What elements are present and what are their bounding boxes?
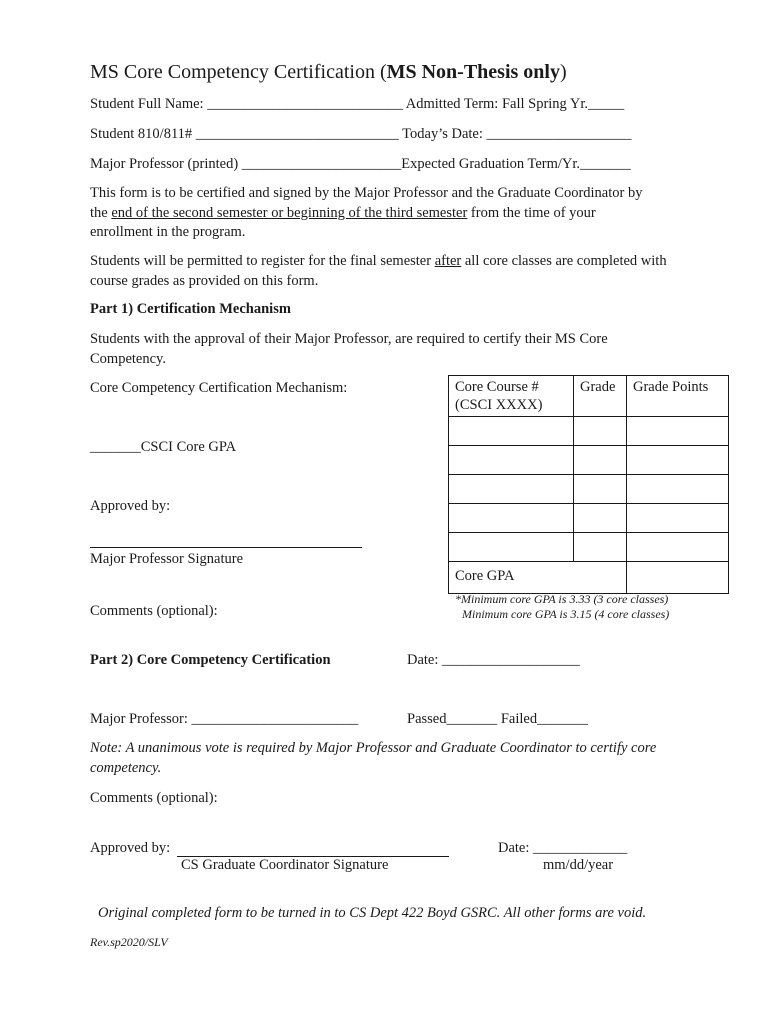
core-course-table [448, 375, 729, 594]
grade-points-cell[interactable] [627, 446, 729, 475]
part1-text: Students with the approval of their Major Professor, are required to certify their MS Core Competency. [90, 331, 608, 367]
course-cell[interactable] [449, 417, 574, 446]
grade-cell[interactable] [574, 475, 627, 504]
grade-points-cell[interactable] [627, 504, 729, 533]
course-cell[interactable] [449, 475, 574, 504]
part2-major-professor-field[interactable]: Major Professor: _______________________ [90, 711, 359, 727]
table-row [449, 475, 729, 504]
part2-approved-by-label: Approved by: [90, 840, 171, 856]
part1-comments-label: Comments (optional): [90, 603, 218, 619]
grade-cell[interactable] [574, 446, 627, 475]
page-title: MS Core Competency Certification (MS Non-Thesis only) [90, 61, 567, 83]
grade-cell[interactable] [574, 504, 627, 533]
student-name-term-field[interactable]: Student Full Name: ___________________________ Admitted Term: Fall Spring Yr._____ [90, 96, 625, 112]
passed-failed-field[interactable]: Passed_______ Failed_______ [407, 711, 588, 727]
table-row [449, 446, 729, 475]
table-row [449, 417, 729, 446]
grade-points-cell[interactable] [627, 475, 729, 504]
unanimous-vote-note: Note: A unanimous vote is required by Major Professor and Graduate Coordinator to certify core competency. [90, 740, 657, 776]
major-professor-signature-label: Major Professor Signature [90, 551, 244, 567]
min-gpa-note-4: Minimum core GPA is 3.15 (4 core classes) [462, 607, 670, 621]
date-format-label: mm/dd/year [543, 857, 614, 873]
table-header-row [449, 376, 729, 417]
core-gpa-value-cell[interactable] [627, 562, 729, 594]
part2-date-field[interactable]: Date: ___________________ [407, 652, 580, 668]
grade-cell[interactable] [574, 533, 627, 562]
part1-heading: Part 1) Certification Mechanism [90, 301, 291, 317]
grade-points-cell[interactable] [627, 533, 729, 562]
grade-points-cell[interactable] [627, 417, 729, 446]
revision-label: Rev.sp2020/SLV [90, 935, 168, 949]
table-row [449, 533, 729, 562]
part2-comments-label: Comments (optional): [90, 790, 218, 806]
course-cell[interactable] [449, 504, 574, 533]
table-row [449, 504, 729, 533]
course-cell[interactable] [449, 446, 574, 475]
course-cell[interactable] [449, 533, 574, 562]
student-id-date-field[interactable]: Student 810/811# ____________________________ Today’s Date: ____________________ [90, 126, 632, 142]
major-professor-signature-line[interactable] [90, 547, 362, 548]
grade-points-header: Grade Points [627, 376, 729, 417]
core-course-header: Core Course # (CSCI XXXX) [449, 376, 574, 417]
registration-paragraph: Students will be permitted to register for the final semester after all core classes are completed with course grades as provided on this form. [90, 253, 667, 289]
grade-header: Grade [574, 376, 627, 417]
min-gpa-note-3: *Minimum core GPA is 3.33 (3 core classes) [455, 592, 669, 606]
core-gpa-label: Core GPA [449, 562, 627, 594]
intro-paragraph: This form is to be certified and signed by the Major Professor and the Graduate Coordinator by the end of the second semester or beginning of the third semester from the time of your enrollment in the program. [90, 185, 643, 240]
major-professor-graduation-field[interactable]: Major Professor (printed) ______________________Expected Graduation Term/Yr._______ [90, 156, 631, 172]
csci-core-gpa-field[interactable]: _______CSCI Core GPA [90, 439, 237, 455]
grade-cell[interactable] [574, 417, 627, 446]
mechanism-label: Core Competency Certification Mechanism: [90, 380, 348, 396]
coordinator-date-field[interactable]: Date: _____________ [498, 840, 628, 856]
core-gpa-row [449, 562, 729, 594]
coordinator-signature-label: CS Graduate Coordinator Signature [181, 857, 389, 873]
part2-heading: Part 2) Core Competency Certification [90, 652, 331, 668]
submission-instruction: Original completed form to be turned in to CS Dept 422 Boyd GSRC. All other forms are void. [98, 905, 647, 921]
part1-approved-by-label: Approved by: [90, 498, 171, 514]
